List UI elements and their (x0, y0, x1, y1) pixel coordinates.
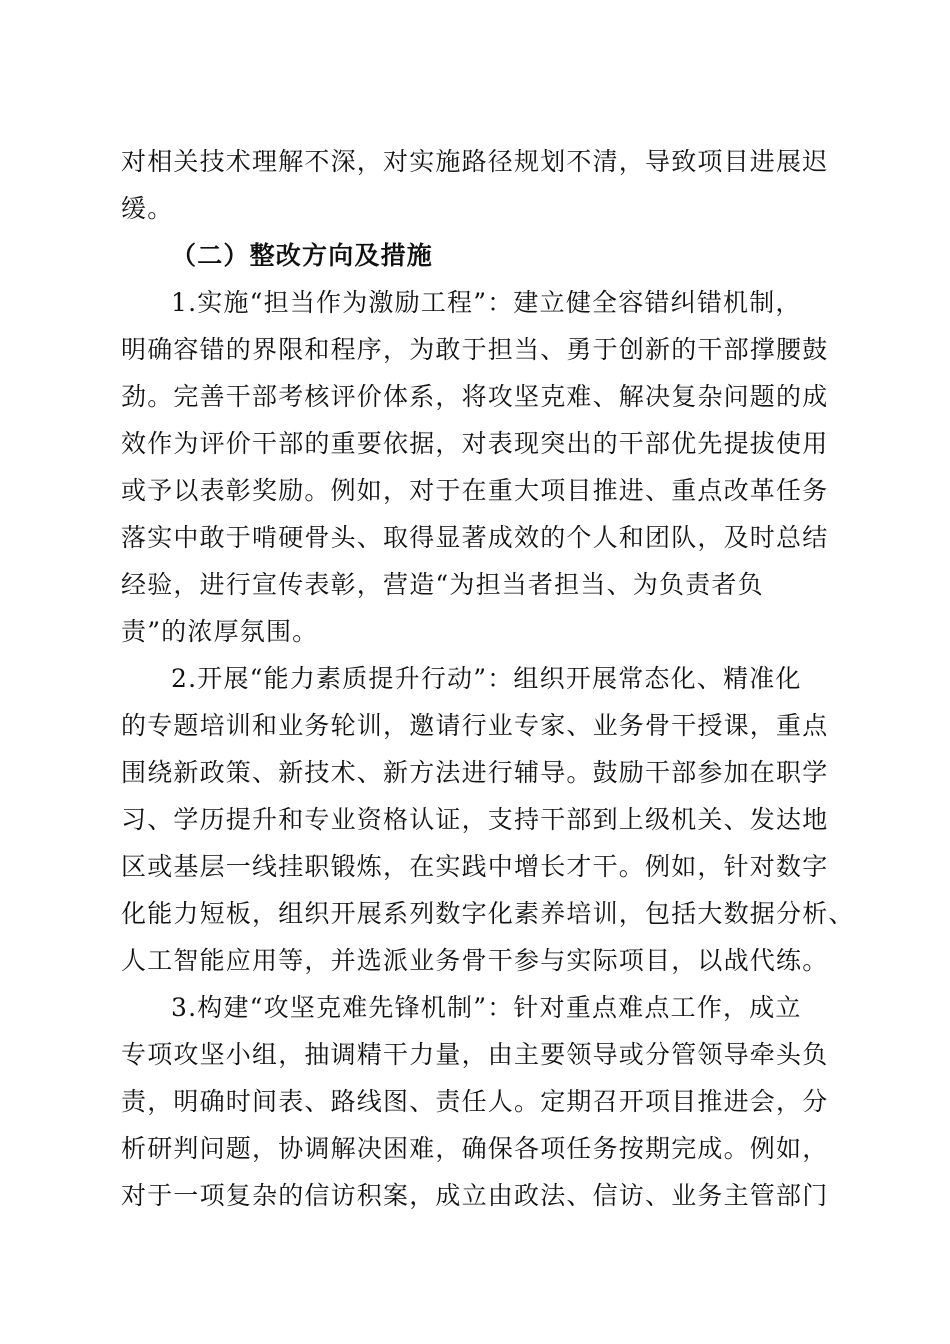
text-line: 责”的浓厚氛围。 (121, 617, 319, 646)
text-line: 专项攻坚小组，抽调精干力量，由主要领导或分管领导牵头负 (121, 1040, 829, 1069)
text-line: 人工智能应用等，并选派业务骨干参与实际项目，以战代练。 (121, 946, 829, 975)
text-line: 析研判问题，协调解决困难，确保各项任务按期完成。例如， (121, 1134, 829, 1163)
text-line: 化能力短板，组织开展系列数字化素养培训，包括大数据分析、 (121, 899, 855, 928)
text-line: 缓。 (121, 194, 174, 223)
text-line: 明确容错的界限和程序，为敢于担当、勇于创新的干部撑腰鼓 (121, 335, 829, 364)
text-line: 或予以表彰奖励。例如，对于在重大项目推进、重点改革任务 (121, 476, 829, 505)
text-line: 区或基层一线挂职锻炼，在实践中增长才干。例如，针对数字 (121, 852, 829, 881)
text-line: 责，明确时间表、路线图、责任人。定期召开项目推进会，分 (121, 1087, 829, 1116)
text-line: 习、学历提升和专业资格认证，支持干部到上级机关、发达地 (121, 805, 829, 834)
section-heading: （二）整改方向及措施 (171, 241, 434, 270)
text-line: 经验，进行宣传表彰，营造“为担当者担当、为负责者负 (121, 570, 764, 599)
text-line: 1.实施“担当作为激励工程”：建立健全容错纠错机制， (171, 288, 802, 317)
text-line: 的专题培训和业务轮训，邀请行业专家、业务骨干授课，重点 (121, 711, 829, 740)
text-line: 对相关技术理解不深，对实施路径规划不清，导致项目进展迟 (121, 147, 829, 176)
text-line: 2.开展“能力素质提升行动”：组织开展常态化、精准化 (171, 664, 802, 693)
text-line: 落实中敢于啃硬骨头、取得显著成效的个人和团队，及时总结 (121, 523, 829, 552)
text-line: 劲。完善干部考核评价体系，将攻坚克难、解决复杂问题的成 (121, 382, 829, 411)
text-line: 围绕新政策、新技术、新方法进行辅导。鼓励干部参加在职学 (121, 758, 829, 787)
text-line: 效作为评价干部的重要依据，对表现突出的干部优先提拔使用 (121, 429, 829, 458)
text-line: 3.构建“攻坚克难先锋机制”：针对重点难点工作，成立 (171, 993, 802, 1022)
text-line: 对于一项复杂的信访积案，成立由政法、信访、业务主管部门 (121, 1181, 829, 1210)
